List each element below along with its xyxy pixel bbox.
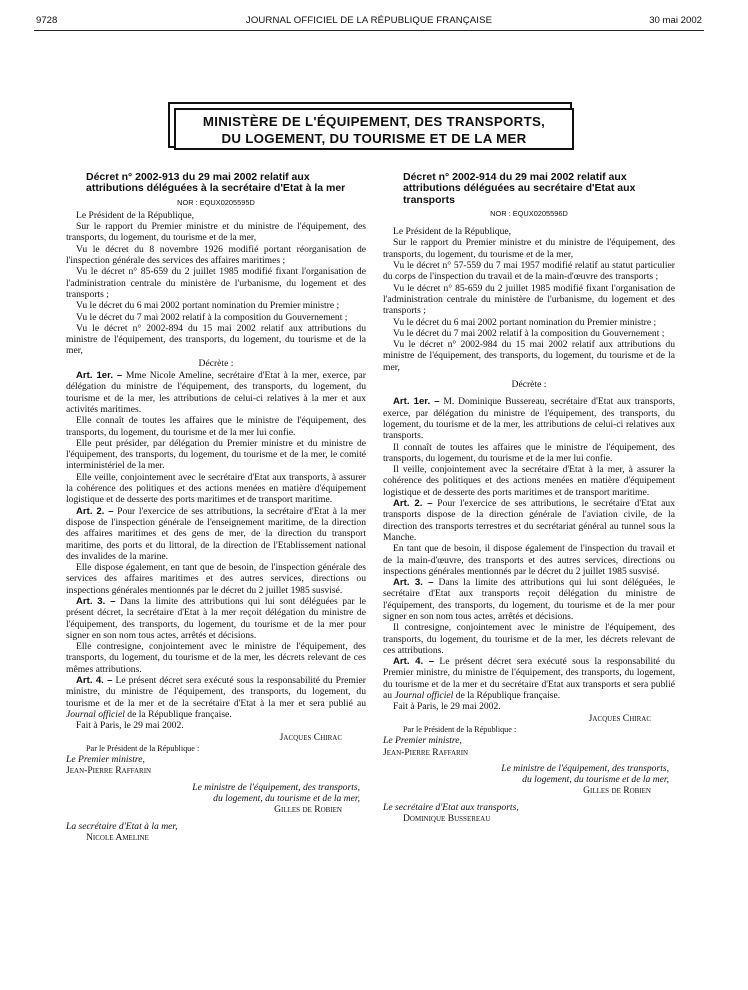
article-heading: Art. 2. – bbox=[393, 498, 433, 510]
decrete-heading: Décrète : bbox=[511, 379, 547, 391]
article-heading: Art. 1er. – bbox=[76, 370, 123, 382]
article-4 bbox=[66, 675, 366, 720]
article-text: Pour l'exercice de ses attributions, la secrétaire d'Etat à la mer dispose de l'inspection générale de l'enseignement maritime, de la direction des affaires maritimes et des gens de mer, de la direction du transport maritime, des ports et du littoral, de la direction de l'Etablissement national des invalides de la marine. bbox=[66, 505, 366, 562]
journal-title: JOURNAL OFFICIEL DE LA RÉPUBLIQUE FRANÇAISE bbox=[245, 15, 493, 26]
article-paragraph: En tant que de besoin, il dispose également de l'inspection du travail et de la main-d'œuvre, des transports et des autres services, directions ou inspections générales mentionnés par le décret du 2 juillet 1985 susvisé. bbox=[383, 543, 675, 577]
recital: Vu le décret n° 85-659 du 2 juillet 1985 modifié fixant l'organisation de l'administration centrale du ministère de l'urbanisme, du logement et des transports ; bbox=[66, 266, 366, 300]
article-text-end: de la République française. bbox=[127, 708, 232, 720]
minister-title-line-1: Le ministre de l'équipement, des transports, bbox=[501, 762, 669, 774]
journal-officiel-ref: Journal officiel bbox=[66, 708, 125, 720]
article-text: Pour l'exercice de ses attributions, le secrétaire d'Etat aux transports dispose de la direction générale de l'aviation civile, de la direction des transports terrestres et du secrétariat général au tunnel sous la Manche. bbox=[383, 498, 675, 543]
decree-title: Décret n° 2002-914 du 29 mai 2002 relatif aux attributions déléguées au secrétaire d'Etat aux transports bbox=[403, 171, 636, 206]
pm-title: Le Premier ministre, bbox=[383, 735, 462, 747]
page-number: 9728 bbox=[36, 15, 58, 26]
recital: Le Président de la République, bbox=[76, 209, 195, 221]
minister-title-line-2: du logement, du tourisme et de la mer, bbox=[522, 774, 669, 786]
journal-officiel-ref: Journal officiel bbox=[394, 690, 454, 702]
secretary-title: Le secrétaire d'Etat aux transports, bbox=[383, 801, 519, 813]
article-paragraph: Il contresigne, conjointement avec le ministre de l'équipement, des transports, du logement, du tourisme et de la mer, les décrets relevant de ces attributions. bbox=[383, 622, 675, 656]
ministry-heading-box bbox=[174, 108, 574, 150]
minister-title-line-1: Le ministre de l'équipement, des transports, bbox=[192, 781, 360, 793]
recital: Vu le décret du 7 mai 2002 relatif à la composition du Gouvernement ; bbox=[393, 327, 665, 339]
article-heading: Art. 1er. – bbox=[393, 396, 440, 408]
minister-title-line-2: du logement, du tourisme et de la mer, bbox=[213, 793, 360, 805]
recital: Sur le rapport du Premier ministre et du ministre de l'équipement, des transports, du logement, du tourisme et de la mer, bbox=[383, 237, 675, 260]
ministry-heading-line-1: MINISTÈRE DE L'ÉQUIPEMENT, DES TRANSPORTS, bbox=[202, 114, 546, 129]
article-paragraph: Il connaît de toutes les affaires que le ministre de l'équipement, des transports, du logement, du tourisme et de la mer lui confie. bbox=[383, 441, 675, 464]
fait-a-paris: Fait à Paris, le 29 mai 2002. bbox=[76, 720, 184, 732]
article-text: Le présent décret sera exécuté sous la responsabilité du Premier ministre, du ministre de l'équipement, des transports, du logement, du tourisme et de la mer et du secrétaire d'Etat aux transports et sera publié au bbox=[383, 656, 675, 702]
recital: Sur le rapport du Premier ministre et du ministre de l'équipement, des transports, du logement, du tourisme et de la mer, bbox=[66, 221, 366, 244]
secretary-name: Dominique Bussereau bbox=[403, 813, 491, 825]
article-text: Le présent décret sera exécuté sous la responsabilité du Premier ministre, du ministre de l'équipement, des transports, du logement, du tourisme et de la mer et de la secrétaire d'Etat à la mer et sera publié au bbox=[66, 675, 366, 709]
minister-name: Gilles de Robien bbox=[583, 785, 651, 797]
decrete-heading: Décrète : bbox=[198, 357, 234, 369]
article-1 bbox=[383, 396, 675, 441]
article-paragraph: Elle connaît de toutes les affaires que le ministre de l'équipement, des transports, du logement, du tourisme et de la mer lui confie. bbox=[66, 415, 366, 438]
issue-date: 30 mai 2002 bbox=[649, 15, 702, 26]
article-heading: Art. 3. – bbox=[393, 577, 434, 589]
decree-title: Décret n° 2002-913 du 29 mai 2002 relatif aux attributions déléguées à la secrétaire d'Etat à la mer bbox=[86, 171, 346, 195]
recital: Le Président de la République, bbox=[393, 226, 512, 238]
article-paragraph: Elle contresigne, conjointement avec le ministre de l'équipement, des transports, du logement, du tourisme et de la mer, les décrets relevant de ces mêmes attributions. bbox=[66, 641, 366, 675]
nor-reference: NOR : EQUX0205595D bbox=[177, 197, 255, 207]
article-paragraph: Elle veille, conjointement avec le secrétaire d'Etat aux transports, à assurer la cohérence des politiques et des actions menées en matière d'équipement logistique et de desserte des ports maritimes et de transport maritime. bbox=[66, 471, 366, 506]
recital: Vu le décret n° 2002-894 du 15 mai 2002 relatif aux attributions du ministre de l'équipement, des transports, du logement, du tourisme et de la mer, bbox=[66, 322, 366, 357]
article-text: M. Dominique Bussereau, secrétaire d'Etat aux transports, exerce, par délégation du ministre de l'équipement, des transports, du logement, du tourisme et de la mer, les attributions de celui-ci relatives aux transports. bbox=[383, 396, 676, 442]
pm-title: Le Premier ministre, bbox=[66, 754, 145, 766]
article-paragraph: Elle dispose également, en tant que de besoin, de l'inspection générale des services des affaires maritimes et des autres services, directions ou inspections générales mentionnés par le décret du 2 juillet 1985 susvisé. bbox=[66, 562, 366, 596]
article-3 bbox=[66, 596, 366, 641]
article-text: Dans la limite des attributions qui lui sont déléguées, le secrétaire d'Etat aux transports reçoit délégation du ministre de l'équipement, des transports, du logement, du tourisme et de la mer pour signer en son nom tous actes, arrêtés et décisions. bbox=[383, 577, 675, 622]
president-signature: Jacques Chirac bbox=[279, 731, 342, 743]
pm-name: Jean-Pierre Raffarin bbox=[66, 765, 152, 777]
article-heading: Art. 3. – bbox=[76, 595, 116, 607]
header-rule bbox=[34, 30, 704, 31]
recital: Vu le décret n° 2002-984 du 15 mai 2002 relatif aux attributions du ministre de l'équipement, des transports, du logement, du tourisme et de la mer, bbox=[383, 339, 675, 373]
article-3 bbox=[383, 577, 675, 622]
pm-name: Jean-Pierre Raffarin bbox=[383, 746, 469, 758]
decree-column-left bbox=[66, 172, 366, 843]
article-2 bbox=[383, 498, 675, 543]
fait-a-paris: Fait à Paris, le 29 mai 2002. bbox=[393, 701, 501, 713]
article-text: Mme Nicole Ameline, secrétaire d'Etat à la mer, exerce, par délégation du ministre de l'équipement, des transports, du logement, du tourisme et de la mer, les attributions de celui-ci relatives à la mer et aux activités maritimes. bbox=[66, 370, 366, 415]
recital: Vu le décret du 8 novembre 1926 modifié portant réorganisation de l'inspection générale des services des affaires maritimes ; bbox=[66, 243, 366, 267]
decree-column-right bbox=[383, 172, 675, 824]
article-2 bbox=[66, 506, 366, 562]
par-le-president: Par le Président de la République : bbox=[86, 743, 200, 753]
recital: Vu le décret du 6 mai 2002 portant nomination du Premier ministre ; bbox=[393, 316, 657, 328]
secretary-title: La secrétaire d'Etat à la mer, bbox=[66, 820, 178, 832]
page-header bbox=[36, 15, 702, 29]
article-paragraph: Il veille, conjointement avec la secrétaire d'Etat à la mer, à assurer la cohérence des politiques et des actions menées en matière d'équipement logistique et de desserte des ports maritimes et de transport maritime. bbox=[383, 464, 675, 498]
article-paragraph: Elle peut présider, par délégation du Premier ministre et du ministre de l'équipement, des transports, du logement, du tourisme et de la mer, le comité interministériel de la mer. bbox=[66, 437, 366, 472]
article-heading: Art. 4. – bbox=[76, 675, 113, 687]
article-heading: Art. 2. – bbox=[76, 505, 114, 517]
ministry-heading-line-2: DU LOGEMENT, DU TOURISME ET DE LA MER bbox=[221, 131, 527, 146]
recital: Vu le décret n° 57-559 du 7 mai 1957 modifié relatif au statut particulier du corps de l'inspection du travail et de la main-d'œuvre des transports ; bbox=[383, 260, 675, 283]
article-text-end: de la République française. bbox=[455, 690, 561, 702]
recital: Vu le décret du 6 mai 2002 portant nomination du Premier ministre ; bbox=[76, 300, 340, 312]
minister-name: Gilles de Robien bbox=[274, 804, 342, 816]
recital: Vu le décret n° 85-659 du 2 juillet 1985 modifié fixant l'organisation de l'administration centrale du ministère de l'urbanisme, du logement et des transports ; bbox=[383, 282, 675, 317]
article-text: Dans la limite des attributions qui lui sont déléguées par le présent décret, la secrétaire d'Etat à la mer reçoit délégation du ministre de l'équipement, des transports, du logement, du tourisme et de la mer pour signer en son nom tous actes, arrêtés et décisions. bbox=[66, 595, 366, 641]
par-le-president: Par le Président de la République : bbox=[403, 724, 517, 734]
recital: Vu le décret du 7 mai 2002 relatif à la composition du Gouvernement ; bbox=[76, 311, 348, 323]
president-signature: Jacques Chirac bbox=[588, 712, 651, 724]
article-1 bbox=[66, 370, 366, 415]
secretary-name: Nicole Ameline bbox=[86, 831, 149, 843]
article-4 bbox=[383, 656, 675, 701]
article-heading: Art. 4. – bbox=[393, 656, 435, 668]
nor-reference: NOR : EQUX0205596D bbox=[490, 208, 568, 218]
